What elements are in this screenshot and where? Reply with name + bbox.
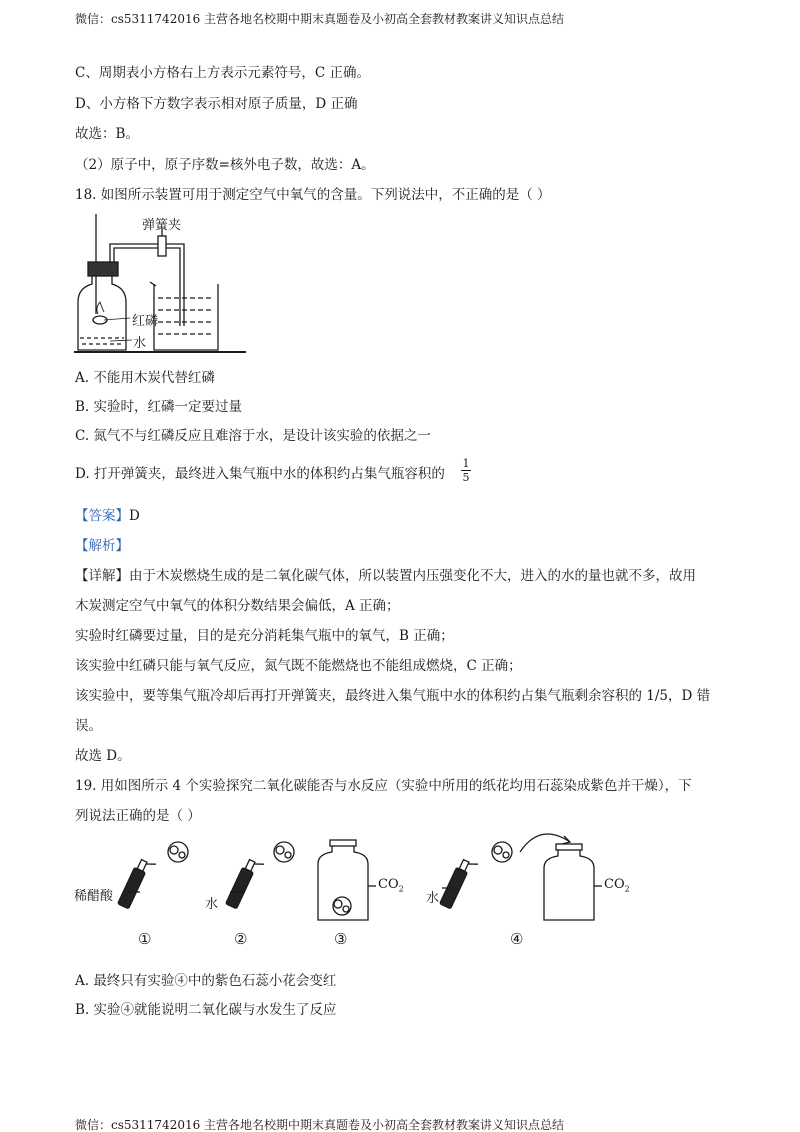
prev-option-d-explanation: D、小方格下方数字表示相对原子质量，D 正确 [75,96,358,112]
prev-part-2-answer: （2）原子中，原子序数=核外电子数，故选：A。 [75,157,375,173]
q19-number-4: ④ [510,930,524,948]
fraction-numerator: 1 [462,457,470,470]
q19-option-a: A. 最终只有实验④中的紫色石蕊小花会变红 [75,973,337,989]
co2-text: CO [604,877,625,892]
page-footer: 微信：cs5311742016 主营各地名校期中期末真题卷及小初高全套教材教案讲义知识点总结 [75,1118,565,1132]
q19-number-3: ③ [334,930,348,948]
q19-label-acid: 稀醋酸 [74,889,114,904]
q18-option-d-fraction [461,458,471,483]
q18-selection: 故选 D。 [75,748,131,764]
page-header: 微信：cs5311742016 主营各地名校期中期末真题卷及小初高全套教材教案讲义知识点总结 [75,12,565,26]
q18-option-b: B. 实验时，红磷一定要过量 [75,399,243,415]
q18-detail-line-2: 木炭测定空气中氧气的体积分数结果会偏低，A 正确； [75,598,400,614]
q19-stem-line-1: 19. 用如图所示 4 个实验探究二氧化碳能否与水反应（实验中所用的纸花均用石蕊染成紫色并干燥），下 [75,778,692,794]
detail-tag: 【详解】 [75,568,129,584]
q18-detail-line-3: 实验时红磷要过量，目的是充分消耗集气瓶中的氧气，B 正确； [75,628,454,644]
q18-detail-line-4: 该实验中红磷只能与氧气反应，氮气既不能燃烧也不能组成燃烧，C 正确； [75,658,522,674]
q18-option-c: C. 氮气不与红磷反应且难溶于水，是设计该实验的依据之一 [75,428,431,444]
q18-label-water: 水 [133,336,147,351]
q19-label-water-2: 水 [426,891,440,906]
prev-option-c-explanation: C、周期表小方格右上方表示元素符号，C 正确。 [75,65,370,81]
co2-text: CO [378,877,399,892]
q18-option-a: A. 不能用木炭代替红磷 [75,370,215,386]
analysis-tag: 【解析】 [75,538,129,554]
co2-subscript: 2 [398,884,404,894]
q19-label-water-1: 水 [205,897,219,912]
q19-experiments-figure [70,830,650,930]
q18-detail-line-5: 该实验中，要等集气瓶冷却后再打开弹簧夹，最终进入集气瓶中水的体积约占集气瓶剩余容积的 1/5，D 错 [75,688,711,704]
answer-tag: 【答案】 [75,508,129,524]
q18-stem: 18. 如图所示装置可用于测定空气中氧气的含量。下列说法中，不正确的是（ ） [75,187,551,203]
prev-selection: 故选：B。 [75,126,139,142]
q18-label-clip: 弹簧夹 [142,218,182,233]
co2-subscript: 2 [624,884,630,894]
q18-detail-line-6: 误。 [75,718,102,734]
q19-number-1: ① [138,930,152,948]
q19-label-co2-b [604,877,630,894]
fraction-denominator: 5 [462,471,470,484]
q19-option-b: B. 实验④就能说明二氧化碳与水发生了反应 [75,1002,337,1018]
q18-apparatus-figure [70,214,250,354]
q18-answer-line [75,507,140,525]
q19-number-2: ② [234,930,248,948]
q18-label-phosphorus: 红磷 [132,314,159,329]
q19-label-co2-a [378,877,404,894]
detail-text: 由于木炭燃烧生成的是二氧化碳气体，所以装置内压强变化不大，进入的水的量也就不多，故用 [129,568,696,584]
q18-option-d: D. 打开弹簧夹，最终进入集气瓶中水的体积约占集气瓶容积的 [75,466,445,482]
q19-stem-line-2: 列说法正确的是（ ） [75,808,201,824]
q18-detail-line-1 [75,567,696,585]
answer-value: D [129,508,140,524]
